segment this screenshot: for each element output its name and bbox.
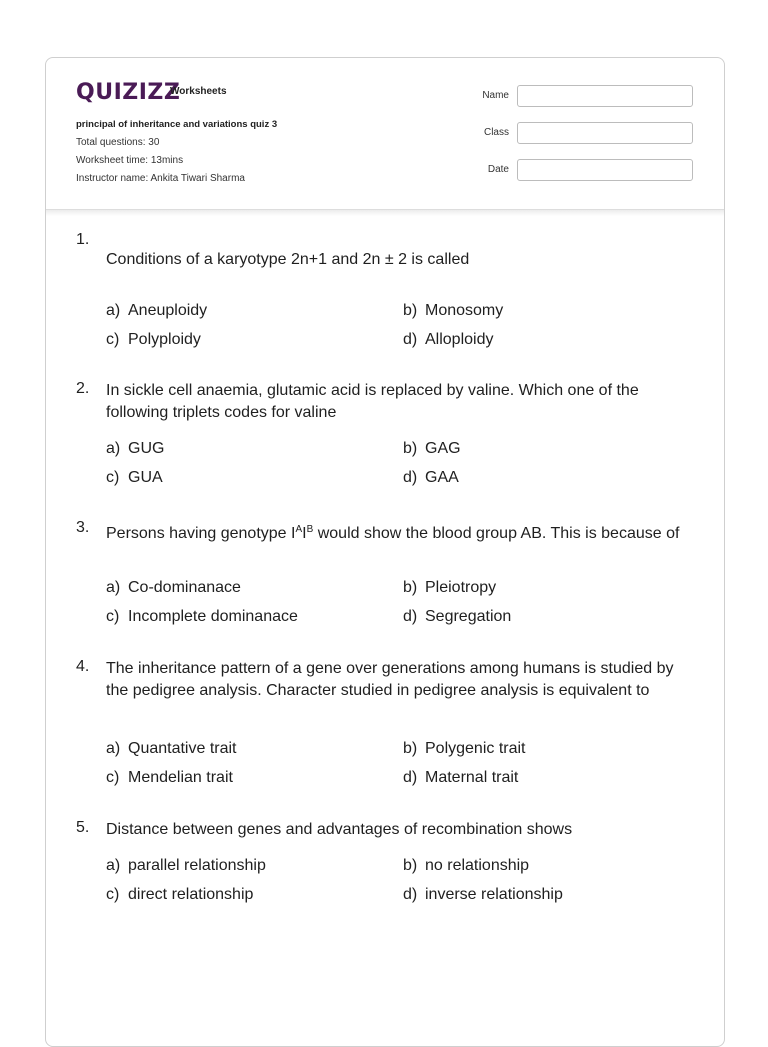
worksheet-header [46,58,724,210]
logo-subtitle: Worksheets [170,86,227,97]
question-number: 2. [76,380,90,397]
date-label: Date [487,164,509,175]
question-number: 3. [76,519,90,536]
option-d[interactable]: d) Maternal trait [403,769,519,786]
question-text: The inheritance pattern of a gene over generations among humans is studied by the pedigree analysis. Character studied in pedigree analysis is equivalent to [106,660,674,699]
option-b[interactable]: b) Monosomy [403,302,504,319]
question-number: 5. [76,819,90,836]
option-c[interactable]: c) GUA [106,469,163,486]
date-field[interactable] [517,159,693,181]
header-divider [46,210,724,216]
question-text: Distance between genes and advantages of recombination shows [106,821,573,838]
quizizz-logo: QUIZIZZ [76,80,181,105]
question-number: 4. [76,658,90,675]
class-field[interactable] [517,122,693,144]
option-d[interactable]: d) Segregation [403,608,512,625]
option-a[interactable]: a) GUG [106,440,165,457]
option-b[interactable]: b) Polygenic trait [403,740,526,757]
question-text: Conditions of a karyotype 2n+1 and 2n ± 2 is called [106,251,470,268]
option-d[interactable]: d) inverse relationship [403,886,563,903]
option-a[interactable]: a) Quantative trait [106,740,237,757]
instructor-name: Instructor name: Ankita Tiwari Sharma [76,173,245,184]
option-d[interactable]: d) Alloploidy [403,331,494,348]
question-number: 1. [76,231,90,248]
option-b[interactable]: b) Pleiotropy [403,579,497,596]
option-c[interactable]: c) Polyploidy [106,331,201,348]
option-c[interactable]: c) Incomplete dominanace [106,608,298,625]
worksheet-page [45,57,725,1047]
class-label: Class [483,127,509,138]
option-d[interactable]: d) GAA [403,469,459,486]
option-c[interactable]: c) Mendelian trait [106,769,233,786]
option-a[interactable]: a) Co-dominanace [106,579,241,596]
name-label: Name [482,90,509,101]
option-b[interactable]: b) no relationship [403,857,530,874]
total-questions: Total questions: 30 [76,137,160,148]
option-b[interactable]: b) GAG [403,440,461,457]
name-field[interactable] [517,85,693,107]
option-c[interactable]: c) direct relationship [106,886,254,903]
question-text: Persons having genotype $I^AI^B$ would show the blood group AB. This is because of [106,524,680,542]
question-text: In sickle cell anaemia, glutamic acid is replaced by valine. Which one of the following triplets codes for valine [106,382,639,421]
option-a[interactable]: a) Aneuploidy [106,302,208,319]
worksheet-time: Worksheet time: 13mins [76,155,184,166]
option-a[interactable]: a) parallel relationship [106,857,266,874]
worksheet-title: principal of inheritance and variations quiz 3 [76,119,278,130]
